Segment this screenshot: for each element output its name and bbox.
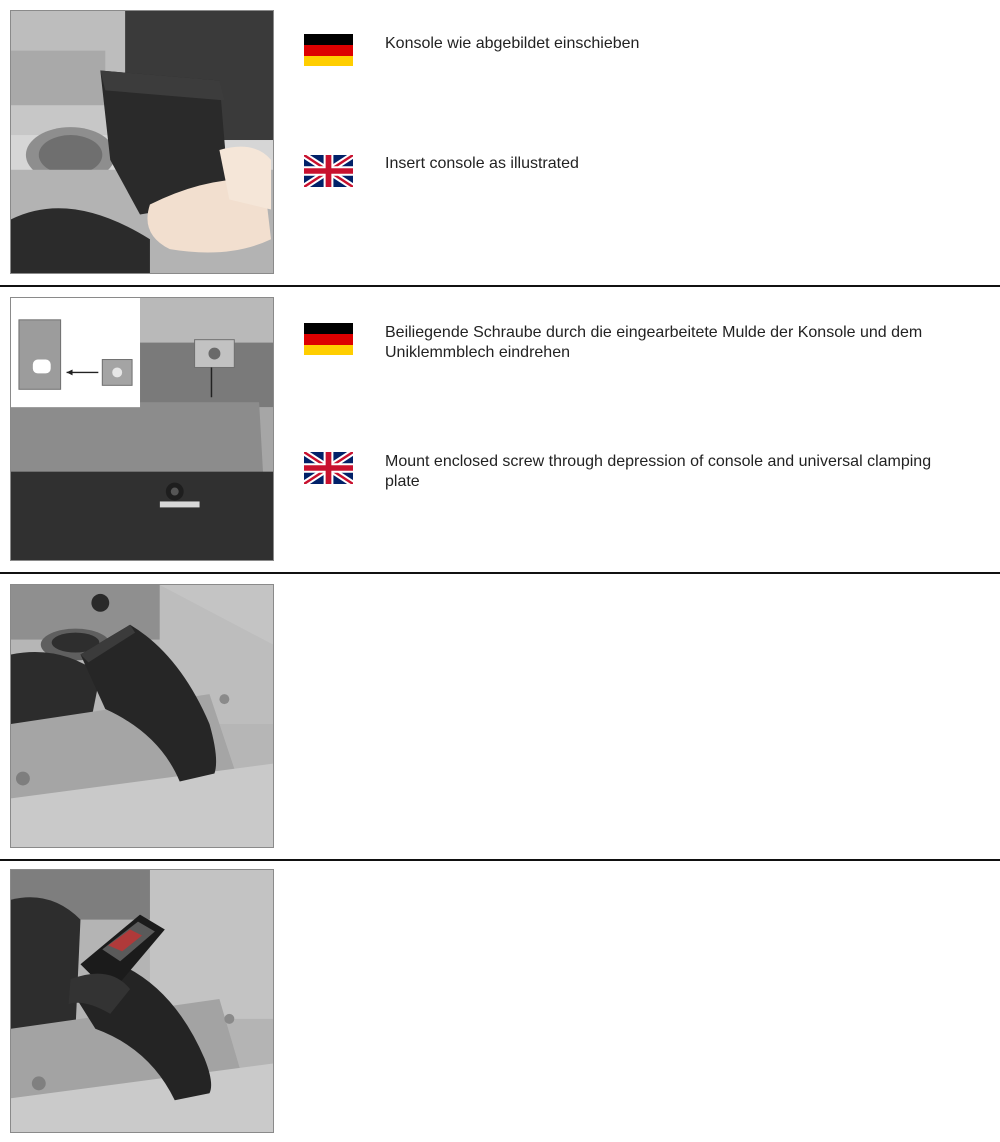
console-insert-photo [10, 10, 274, 274]
uk-flag-icon [304, 452, 353, 484]
console-with-device-photo [10, 869, 274, 1133]
german-flag-icon [304, 34, 353, 66]
screw-mount-photo [10, 297, 274, 561]
instruction-en: Insert console as illustrated [385, 155, 579, 172]
instruction-en: Mount enclosed screw through depression of console and universal clamping plate [385, 453, 932, 490]
instruction-de: Konsole wie abgebildet einschieben [385, 35, 640, 52]
step-3 [0, 574, 1000, 861]
german-flag-icon [304, 323, 353, 355]
mounted-console-photo [10, 584, 274, 848]
uk-flag-icon [304, 155, 353, 187]
step-4 [0, 861, 1000, 1142]
step-1 [0, 0, 1000, 287]
instruction-de: Beiliegende Schraube durch die eingearbeitete Mulde der Konsole und dem Uniklemmblech eindrehen [385, 324, 923, 361]
step-2 [0, 287, 1000, 574]
